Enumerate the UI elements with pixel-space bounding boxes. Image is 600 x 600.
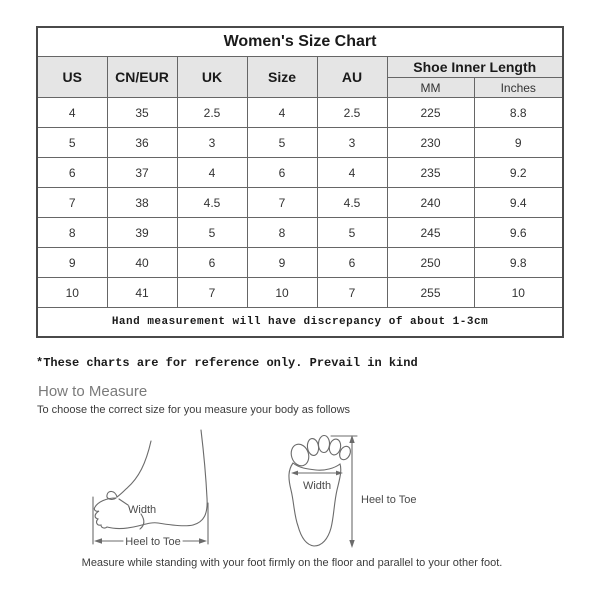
size-cell: 41: [107, 278, 177, 308]
size-chart-table: [36, 26, 564, 338]
arrowhead-right: [199, 538, 207, 544]
size-cell: 36: [107, 128, 177, 158]
measurement-diagram: [0, 420, 600, 565]
size-cell: 8.8: [474, 98, 563, 128]
heel-to-toe-label: Heel to Toe: [125, 536, 181, 548]
column-header-inches: Inches: [474, 78, 563, 98]
foot-side-toes: [94, 498, 116, 528]
size-cell: 38: [107, 188, 177, 218]
size-cell: 4: [317, 158, 387, 188]
size-cell: 7: [37, 188, 107, 218]
reference-note: *These charts are for reference only. Prevail in kind: [36, 356, 418, 370]
measure-caption: Measure while standing with your foot firmly on the floor and parallel to your other foot.: [81, 557, 503, 569]
size-cell: 235: [387, 158, 474, 188]
size-cell: 9: [474, 128, 563, 158]
size-cell: 5: [317, 218, 387, 248]
size-row: [37, 188, 563, 218]
column-header-inner-length: Shoe Inner Length: [387, 57, 563, 78]
width-arrowhead-right: [336, 471, 343, 476]
column-header-au: AU: [317, 57, 387, 98]
heel-to-toe-label-sole: Heel to Toe: [361, 494, 417, 506]
size-cell: 245: [387, 218, 474, 248]
column-header-uk: UK: [177, 57, 247, 98]
size-cell: 7: [177, 278, 247, 308]
foot-side-sole-line: [107, 523, 193, 529]
size-cell: 7: [247, 188, 317, 218]
width-label: Width: [128, 504, 157, 516]
size-cell: 35: [107, 98, 177, 128]
size-row: [37, 248, 563, 278]
size-table-body: [37, 98, 563, 308]
foot-side-diagram: [93, 430, 208, 548]
size-cell: 6: [317, 248, 387, 278]
size-cell: 10: [474, 278, 563, 308]
size-cell: 2.5: [177, 98, 247, 128]
size-row: [37, 128, 563, 158]
size-cell: 4: [37, 98, 107, 128]
size-cell: 40: [107, 248, 177, 278]
foot-side-front-leg-line: [117, 441, 151, 497]
size-cell: 6: [247, 158, 317, 188]
size-row: [37, 158, 563, 188]
size-cell: 9.4: [474, 188, 563, 218]
foot-sole-diagram: [289, 435, 417, 548]
size-cell: 9.8: [474, 248, 563, 278]
width-label-sole: Width: [302, 480, 332, 492]
size-cell: 5: [247, 128, 317, 158]
size-row: [37, 98, 563, 128]
size-cell: 9: [247, 248, 317, 278]
size-cell: 240: [387, 188, 474, 218]
size-cell: 3: [317, 128, 387, 158]
column-header-size: Size: [247, 57, 317, 98]
size-cell: 4.5: [177, 188, 247, 218]
size-cell: 9: [37, 248, 107, 278]
table-title-row: [37, 27, 563, 57]
size-row: [37, 278, 563, 308]
size-cell: 10: [37, 278, 107, 308]
size-cell: 4: [247, 98, 317, 128]
size-cell: 37: [107, 158, 177, 188]
size-cell: 39: [107, 218, 177, 248]
size-cell: 5: [37, 128, 107, 158]
column-header-mm: MM: [387, 78, 474, 98]
width-leader-curve: [140, 514, 144, 529]
size-cell: 9.6: [474, 218, 563, 248]
width-arrowhead-left: [291, 471, 298, 476]
table-header-row: [37, 57, 563, 78]
foot-sole-outline: [289, 463, 341, 546]
foot-side-back-leg-line: [193, 430, 207, 525]
little-toe: [338, 445, 353, 462]
column-header-us: US: [37, 57, 107, 98]
size-cell: 7: [317, 278, 387, 308]
table-footnote: Hand measurement will have discrepancy of about 1-3cm: [37, 308, 563, 338]
table-title: Women's Size Chart: [37, 27, 563, 57]
vertical-arrowhead-bottom: [349, 540, 354, 548]
size-cell: 10: [247, 278, 317, 308]
width-leader-line: [119, 499, 128, 505]
size-cell: 225: [387, 98, 474, 128]
size-cell: 8: [37, 218, 107, 248]
size-cell: 6: [177, 248, 247, 278]
size-row: [37, 218, 563, 248]
size-cell: 3: [177, 128, 247, 158]
size-cell: 9.2: [474, 158, 563, 188]
third-toe: [318, 435, 330, 452]
column-header-cneur: CN/EUR: [107, 57, 177, 98]
arrowhead-left: [94, 538, 102, 544]
how-to-measure-heading: How to Measure: [38, 383, 148, 400]
size-cell: 8: [247, 218, 317, 248]
size-cell: 230: [387, 128, 474, 158]
size-cell: 5: [177, 218, 247, 248]
size-cell: 4: [177, 158, 247, 188]
size-cell: 2.5: [317, 98, 387, 128]
how-to-measure-subheading: To choose the correct size for you measure your body as follows: [37, 404, 351, 416]
size-cell: 6: [37, 158, 107, 188]
size-cell: 255: [387, 278, 474, 308]
table-footnote-row: [37, 308, 563, 338]
size-cell: 4.5: [317, 188, 387, 218]
size-cell: 250: [387, 248, 474, 278]
